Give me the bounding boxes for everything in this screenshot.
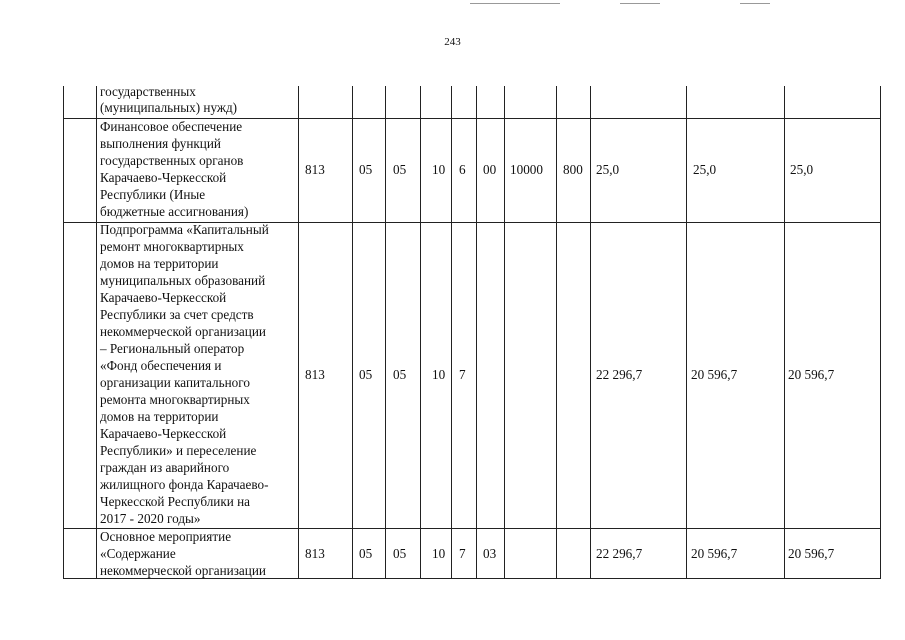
cell-code-1: 10 (432, 546, 446, 561)
cell-amount-year1: 22 296,7 (596, 367, 643, 382)
page-number: 243 (444, 36, 461, 48)
row-description-line: Черкесской Республики на (100, 494, 251, 509)
row-description-line: муниципальных образований (100, 273, 266, 288)
row-description-line: организации капитального (100, 375, 250, 390)
cell-code-2: 7 (459, 546, 466, 561)
cell-amount-year1: 25,0 (596, 162, 620, 177)
cell-amount-year2: 20 596,7 (691, 546, 738, 561)
row-description-line: ремонт многоквартирных (100, 239, 244, 254)
row-description-line: некоммерческой организации (100, 563, 266, 578)
cell-expense-type: 800 (563, 162, 583, 177)
scan-artifact (740, 3, 770, 4)
row-description-line: «Фонд обеспечения и (100, 358, 222, 373)
row-description-line: Карачаево-Черкесской (100, 290, 227, 305)
row-description-line: Республики» и переселение (100, 443, 257, 458)
row-description-line: Финансовое обеспечение (100, 119, 243, 134)
cell-code-3: 00 (483, 162, 497, 177)
cell-amount-year3: 20 596,7 (788, 546, 835, 561)
row-description-line: государственных (100, 84, 196, 99)
cell-ved: 813 (305, 162, 325, 177)
row-description-line: выполнения функций (100, 136, 221, 151)
cell-ved: 813 (305, 367, 325, 382)
cell-code-3: 03 (483, 546, 497, 561)
row-description-line: Карачаево-Черкесской (100, 170, 227, 185)
row-description-line: Карачаево-Черкесской (100, 426, 227, 441)
cell-amount-year3: 20 596,7 (788, 367, 835, 382)
cell-code-2: 6 (459, 162, 466, 177)
row-description-line: Республики (Иные (100, 187, 206, 202)
row-description-line: ремонта многоквартирных (100, 392, 250, 407)
row-description-line: граждан из аварийного (100, 460, 230, 475)
row-description-line: государственных органов (100, 153, 244, 168)
cell-amount-year3: 25,0 (790, 162, 814, 177)
row-description-line: домов на территории (100, 409, 219, 424)
cell-code-4: 10000 (510, 162, 543, 177)
row-description-line: Республики за счет средств (100, 307, 254, 322)
row-description-line: домов на территории (100, 256, 219, 271)
cell-section: 05 (359, 367, 373, 382)
row-description-line: (муниципальных) нужд) (100, 100, 238, 115)
cell-ved: 813 (305, 546, 325, 561)
cell-subsection: 05 (393, 162, 407, 177)
scan-artifact (620, 3, 660, 4)
scan-artifact (470, 3, 560, 4)
cell-code-2: 7 (459, 367, 466, 382)
row-description-line: некоммерческой организации (100, 324, 266, 339)
cell-code-1: 10 (432, 162, 446, 177)
cell-subsection: 05 (393, 367, 407, 382)
cell-amount-year1: 22 296,7 (596, 546, 643, 561)
row-description-line: Основное мероприятие (100, 529, 232, 544)
row-description-line: 2017 - 2020 годы» (100, 511, 201, 526)
cell-section: 05 (359, 162, 373, 177)
row-description-line: «Содержание (100, 546, 176, 561)
cell-section: 05 (359, 546, 373, 561)
row-description-line: – Региональный оператор (100, 341, 245, 356)
cell-subsection: 05 (393, 546, 407, 561)
cell-code-1: 10 (432, 367, 446, 382)
cell-amount-year2: 20 596,7 (691, 367, 738, 382)
cell-amount-year2: 25,0 (693, 162, 717, 177)
row-description-line: бюджетные ассигнования) (100, 204, 249, 219)
row-description-line: Подпрограмма «Капитальный (100, 222, 269, 237)
row-description-line: жилищного фонда Карачаево- (100, 477, 269, 492)
